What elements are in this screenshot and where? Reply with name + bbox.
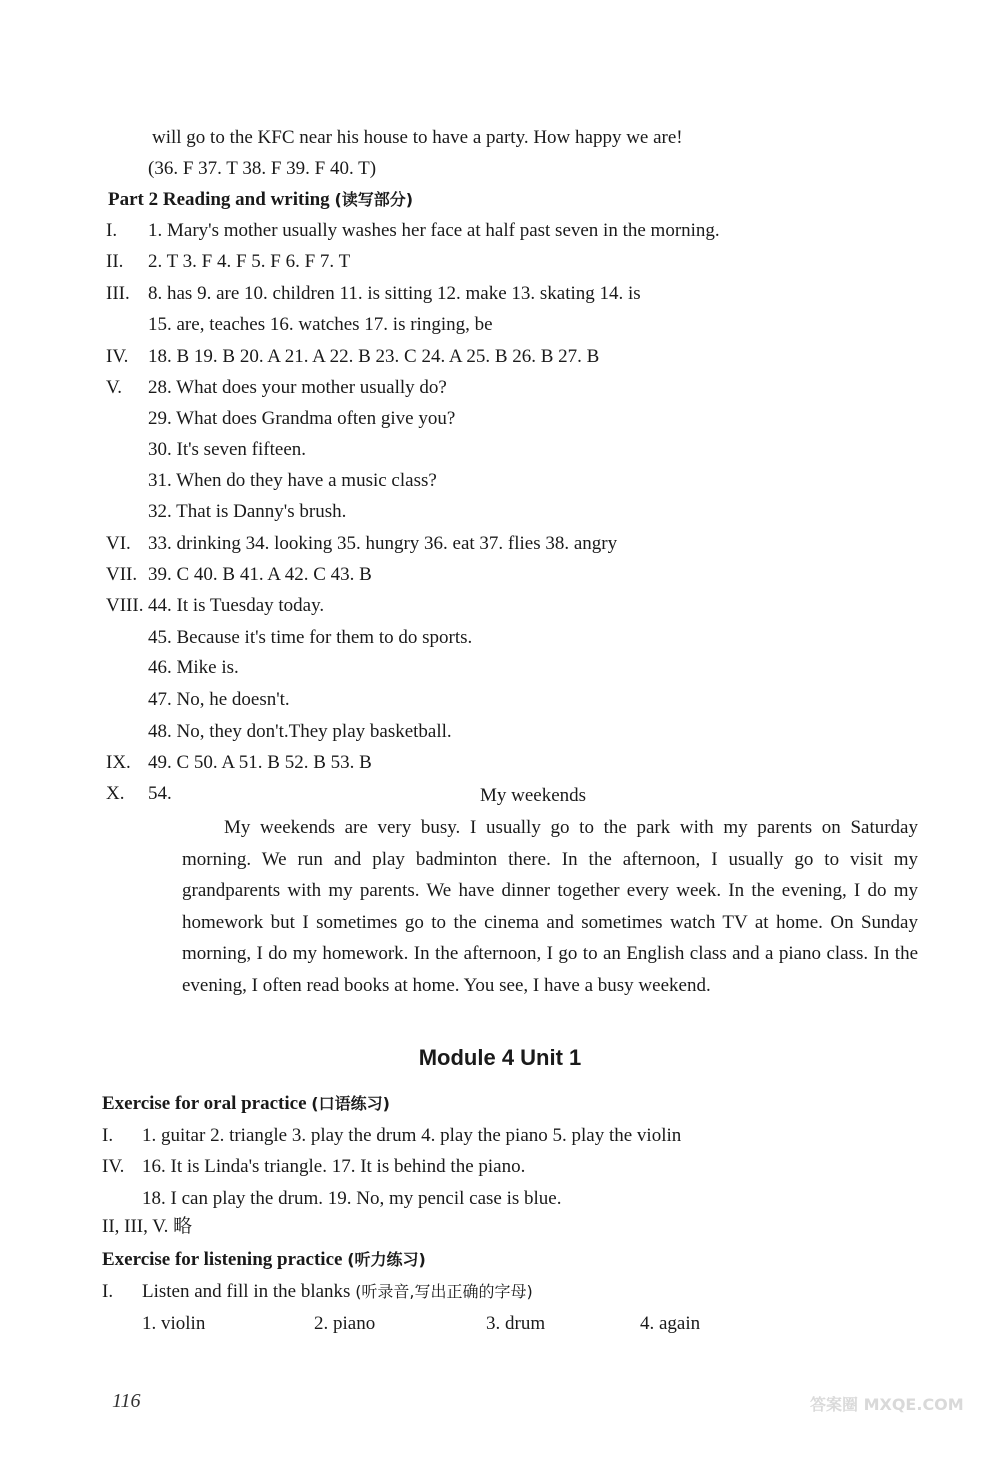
- roman-numeral: I.: [102, 1125, 114, 1146]
- answer-line: 45. Because it's time for them to do sports.: [148, 627, 473, 648]
- word-answer: 3. drum: [486, 1313, 546, 1334]
- answer-line: 1. guitar 2. triangle 3. play the drum 4. play the piano 5. play the violin: [142, 1125, 682, 1146]
- roman-numeral: IV.: [106, 346, 129, 367]
- essay-body: My weekends are very busy. I usually go to the park with my parents on Saturday morning. We run and play badminton there. In the afternoon, I usually go to visit my grandparents with my parents. We have dinner together every week. In the evening, I do my homework but I sometimes go to the cinema and sometimes watch TV at home. On Sunday morning, I do my homework. In the afternoon, I go to an English class and a piano class. In the evening, I often read books at home. You see, I have a busy weekend.: [182, 817, 918, 996]
- roman-numeral: II.: [106, 251, 124, 272]
- answer-line: 2. T 3. F 4. F 5. F 6. F 7. T: [148, 251, 351, 272]
- answer-line: 49. C 50. A 51. B 52. B 53. B: [148, 752, 372, 773]
- answer-line: 28. What does your mother usually do?: [148, 377, 447, 398]
- roman-numeral: VIII.: [106, 595, 144, 616]
- instruction-text: Listen and fill in the blanks: [142, 1281, 351, 1302]
- answer-line: 30. It's seven fifteen.: [148, 439, 307, 460]
- section-label-cn: (听力练习): [347, 1250, 426, 1269]
- word-answer: 1. violin: [142, 1313, 206, 1334]
- roman-numeral: VII.: [106, 564, 138, 585]
- section-heading: [108, 188, 413, 212]
- answer-line: II, III, V. 略: [102, 1216, 193, 1237]
- answer-line: 54.: [148, 783, 172, 804]
- essay-title: My weekends: [480, 785, 587, 806]
- roman-numeral: IV.: [102, 1156, 125, 1177]
- instruction-line: [142, 1280, 533, 1304]
- section-label-cn: (口语练习): [311, 1094, 390, 1113]
- answer-line: 16. It is Linda's triangle. 17. It is behind the piano.: [142, 1156, 526, 1177]
- answer-line: (36. F 37. T 38. F 39. F 40. T): [148, 158, 377, 179]
- roman-numeral: I.: [106, 220, 118, 241]
- answer-line: 44. It is Tuesday today.: [148, 595, 325, 616]
- roman-numeral: III.: [106, 283, 130, 304]
- answer-line: 33. drinking 34. looking 35. hungry 36. eat 37. flies 38. angry: [148, 533, 618, 554]
- answer-line: 18. I can play the drum. 19. No, my pencil case is blue.: [142, 1188, 562, 1209]
- text-line: will go to the KFC near his house to have a party. How happy we are!: [152, 127, 683, 148]
- answer-line: 47. No, he doesn't.: [148, 689, 290, 710]
- answer-line: 15. are, teaches 16. watches 17. is ringing, be: [148, 314, 493, 335]
- page-number: 116: [112, 1390, 141, 1412]
- answer-line: 29. What does Grandma often give you?: [148, 408, 456, 429]
- instruction-cn: (听录音,写出正确的字母): [355, 1282, 533, 1301]
- word-answer: 4. again: [640, 1313, 701, 1334]
- roman-numeral: VI.: [106, 533, 131, 554]
- roman-numeral: X.: [106, 783, 125, 804]
- section-label: Exercise for oral practice: [102, 1093, 307, 1114]
- watermark: 答案圈 MXQE.COM: [810, 1395, 964, 1414]
- answer-line: 18. B 19. B 20. A 21. A 22. B 23. C 24. A 25. B 26. B 27. B: [148, 346, 600, 367]
- section-label: Part 2 Reading and writing: [108, 189, 330, 210]
- answer-line: 31. When do they have a music class?: [148, 470, 437, 491]
- section-heading: [102, 1248, 426, 1272]
- roman-numeral: I.: [102, 1281, 114, 1302]
- answer-line: 46. Mike is.: [148, 657, 239, 678]
- word-answer: 2. piano: [314, 1313, 376, 1334]
- answer-line: 48. No, they don't.They play basketball.: [148, 721, 452, 742]
- answer-line: 8. has 9. are 10. children 11. is sitting 12. make 13. skating 14. is: [148, 283, 641, 304]
- section-heading: [102, 1092, 390, 1116]
- section-label: Exercise for listening practice: [102, 1249, 343, 1270]
- module-title: Module 4 Unit 1: [418, 1045, 582, 1070]
- answer-line: 39. C 40. B 41. A 42. C 43. B: [148, 564, 372, 585]
- answer-line: 1. Mary's mother usually washes her face at half past seven in the morning.: [148, 220, 720, 241]
- answer-line: 32. That is Danny's brush.: [148, 501, 347, 522]
- section-label-cn: (读写部分): [334, 190, 414, 209]
- roman-numeral: IX.: [106, 752, 131, 773]
- roman-numeral: V.: [106, 377, 123, 398]
